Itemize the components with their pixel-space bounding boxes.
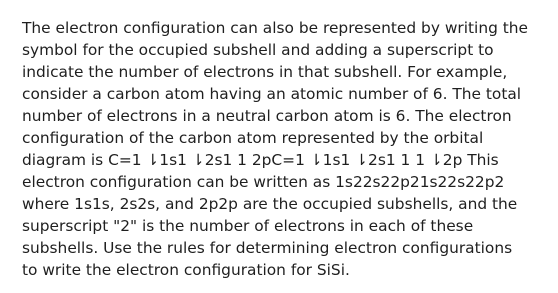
question-paragraph: [22, 17, 542, 281]
paragraph-line: indicate the number of electrons in that subshell. For example,: [22, 63, 508, 81]
paragraph-line: electron configuration can be written as 1s22s22p21s22s22p2: [22, 173, 505, 191]
paragraph-line: to write the electron configuration for SiSi.: [22, 261, 350, 279]
paragraph-line: symbol for the occupied subshell and adding a superscript to: [22, 41, 494, 59]
paragraph-line: consider a carbon atom having an atomic number of 6. The total: [22, 85, 522, 103]
paragraph-line: configuration of the carbon atom represented by the orbital: [22, 129, 484, 147]
paragraph-line: subshells. Use the rules for determining electron configurations: [22, 239, 513, 257]
paragraph-line: superscript "2" is the number of electrons in each of these: [22, 217, 474, 235]
paragraph-line: The electron configuration can also be represented by writing the: [22, 19, 529, 37]
paragraph-line: where 1s1s, 2s2s, and 2p2p are the occupied subshells, and the: [22, 195, 518, 213]
paragraph-line: number of electrons in a neutral carbon atom is 6. The electron: [22, 107, 512, 125]
paragraph-line: diagram is C=1 ⇂1s1 ⇂2s1 1 2pC=1 ⇂1s1 ⇂2s1 1 1 ⇂2p This: [22, 151, 499, 169]
